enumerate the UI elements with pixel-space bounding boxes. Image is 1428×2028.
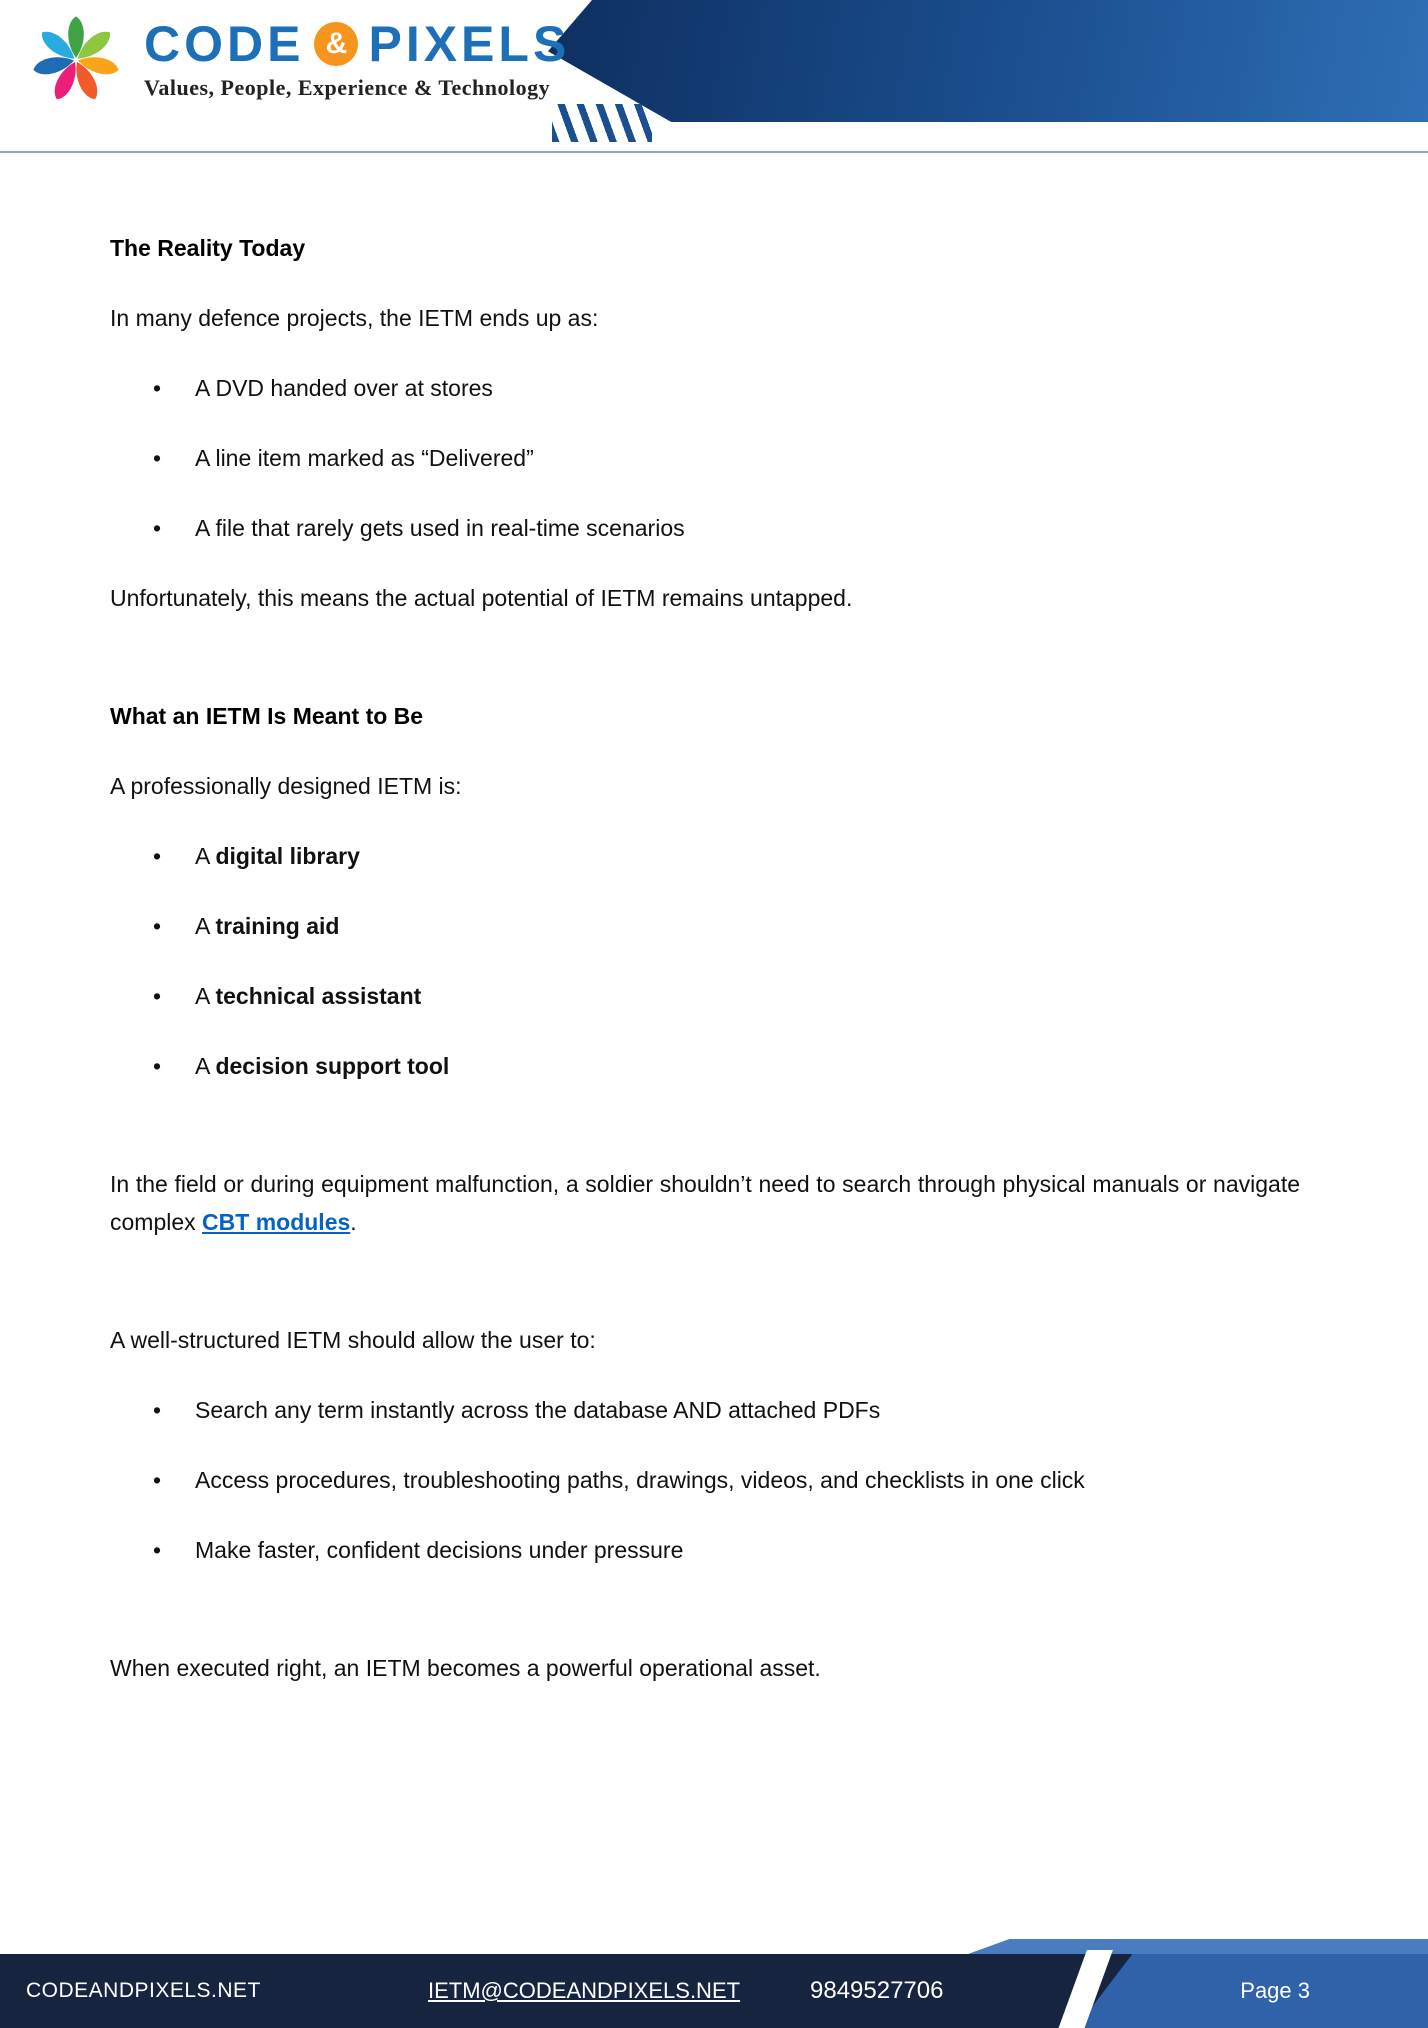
bullet-prefix: A <box>195 913 216 939</box>
field-para-after: . <box>350 1209 357 1235</box>
header-banner <box>548 0 1428 122</box>
bullet-item: • Make faster, confident decisions under pressure <box>110 1531 1300 1569</box>
bullet-bold-text: digital library <box>215 843 360 869</box>
footer-phone: 9849527706 <box>810 1977 944 2004</box>
paragraph-closing: When executed right, an IETM becomes a powerful operational asset. <box>110 1655 821 1681</box>
brand-logo <box>24 8 570 112</box>
bullet-prefix: A <box>195 1053 216 1079</box>
heading-reality-today: The Reality Today <box>110 235 306 261</box>
bullet-item <box>110 977 1300 1015</box>
bullet-bold-text: training aid <box>215 913 340 939</box>
bullet-item: • A file that rarely gets used in real-time scenarios <box>110 509 1300 547</box>
page-header <box>0 0 1428 153</box>
bullet-item <box>110 1047 1300 1085</box>
brand-text-block <box>144 16 571 101</box>
paragraph-meant-intro: A professionally designed IETM is: <box>110 773 462 799</box>
meant-bullet-list <box>110 837 1300 1085</box>
brand-tagline: Values, People, Experience & Technology <box>144 75 551 100</box>
bullet-item: • A DVD handed over at stores <box>110 369 1300 407</box>
paragraph-reality-intro: In many defence projects, the IETM ends up as: <box>110 305 599 331</box>
paragraph-field-use <box>110 1165 1300 1241</box>
bullet-item: • A line item marked as “Delivered” <box>110 439 1300 477</box>
document-body <box>0 153 1428 1719</box>
pinwheel-logo-icon <box>24 8 128 112</box>
paragraph-reality-outro: Unfortunately, this means the actual potential of IETM remains untapped. <box>110 585 853 611</box>
bullet-item: • Access procedures, troubleshooting paths, drawings, videos, and checklists in one click <box>110 1461 1300 1499</box>
paragraph-wellstructured-intro: A well-structured IETM should allow the user to: <box>110 1327 596 1353</box>
bullet-item: • Search any term instantly across the database AND attached PDFs <box>110 1391 1300 1429</box>
reality-bullet-list <box>110 369 1300 547</box>
field-para-before: In the field or during equipment malfunction, a soldier shouldn’t need to search through physical manuals or navigate complex <box>110 1171 1300 1235</box>
bullet-prefix: A <box>195 983 216 1009</box>
page-number: Page 3 <box>1240 1978 1310 2003</box>
bullet-bold-text: decision support tool <box>215 1053 450 1079</box>
wellstructured-bullet-list <box>110 1391 1300 1569</box>
footer-accent-stripe <box>968 1939 1428 1954</box>
brand-code-text: CODE <box>144 16 305 72</box>
cbt-modules-link[interactable]: CBT modules <box>202 1209 351 1235</box>
footer-email-link[interactable]: IETM@CODEANDPIXELS.NET <box>428 1978 741 2003</box>
bullet-item <box>110 907 1300 945</box>
bullet-item <box>110 837 1300 875</box>
bullet-prefix: A <box>195 843 216 869</box>
footer-website: CODEANDPIXELS.NET <box>26 1979 261 2002</box>
heading-ietm-meant: What an IETM Is Meant to Be <box>110 703 424 729</box>
page-footer <box>0 1954 1428 2028</box>
ampersand-badge: & <box>314 22 358 66</box>
brand-pixels-text: PIXELS <box>368 16 571 72</box>
bullet-bold-text: technical assistant <box>215 983 422 1009</box>
